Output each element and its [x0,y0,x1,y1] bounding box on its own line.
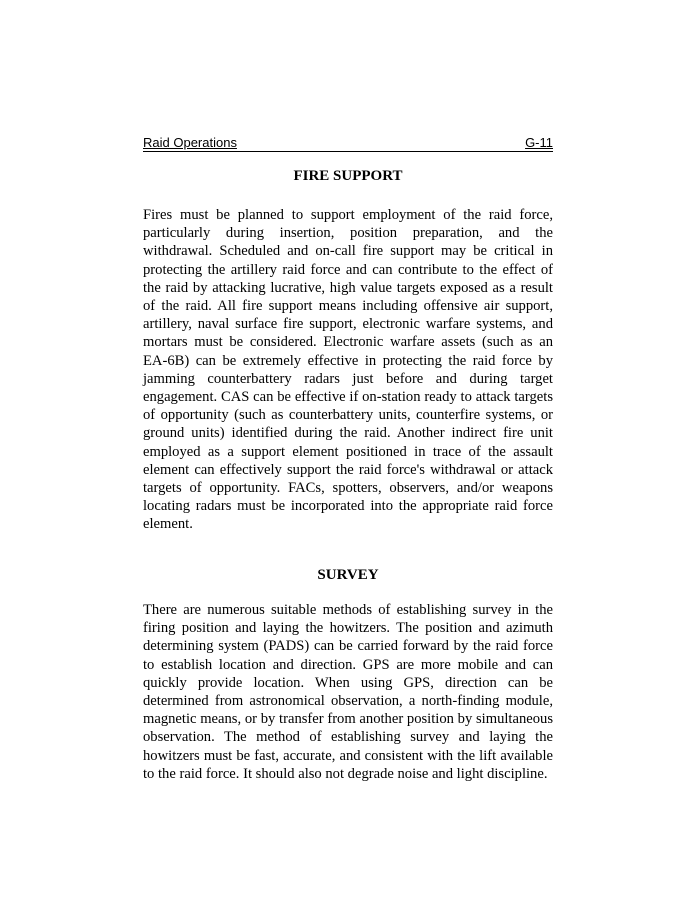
header-page-number: G-11 [525,135,553,150]
section-title-fire-support: FIRE SUPPORT [293,168,403,184]
running-header [143,135,553,152]
section-title-survey: SURVEY [317,567,379,583]
header-chapter-title: Raid Operations [143,135,237,150]
section-body-survey: There are numerous suitable methods of establishing survey in the firing position and laying the howitzers. The position and azimuth determining system (PADS) can be carried forward by the raid force to establish location and direction. GPS are more mobile and can quickly provide location. When using GPS, direction can be determined from astronomical observation, a north-finding module, magnetic means, or by transfer from another position by simultaneous observation. The method of establishing survey and laying the howitzers must be fast, accurate, and consistent with the lift available to the raid force. It should also not degrade noise and light discipline. [143,602,553,782]
section-body-fire-support: Fires must be planned to support employment of the raid force, particularly during insertion, position preparation, and the withdrawal. Scheduled and on-call fire support may be critical in protecting the artillery raid force and can contribute to the effect of the raid by attacking lucrative, high value targets exposed as a result of the raid. All fire support means including offensive air support, artillery, naval surface fire support, electronic warfare systems, and mortars must be considered. Electronic warfare assets (such as an EA-6B) can be extremely effective in protecting the raid force by jamming counterbattery radars just before and during target engagement. CAS can be effective if on-station ready to attack targets of opportunity (such as counterbattery units, counterfire systems, or ground units) identified during the raid. Another indirect fire unit employed as a support element positioned in trace of the assault element can effectively support the raid force's withdrawal or attack targets of opportunity. FACs, spotters, observers, and/or weapons locating radars must be incorporated into the appropriate raid force element. [143,207,553,533]
